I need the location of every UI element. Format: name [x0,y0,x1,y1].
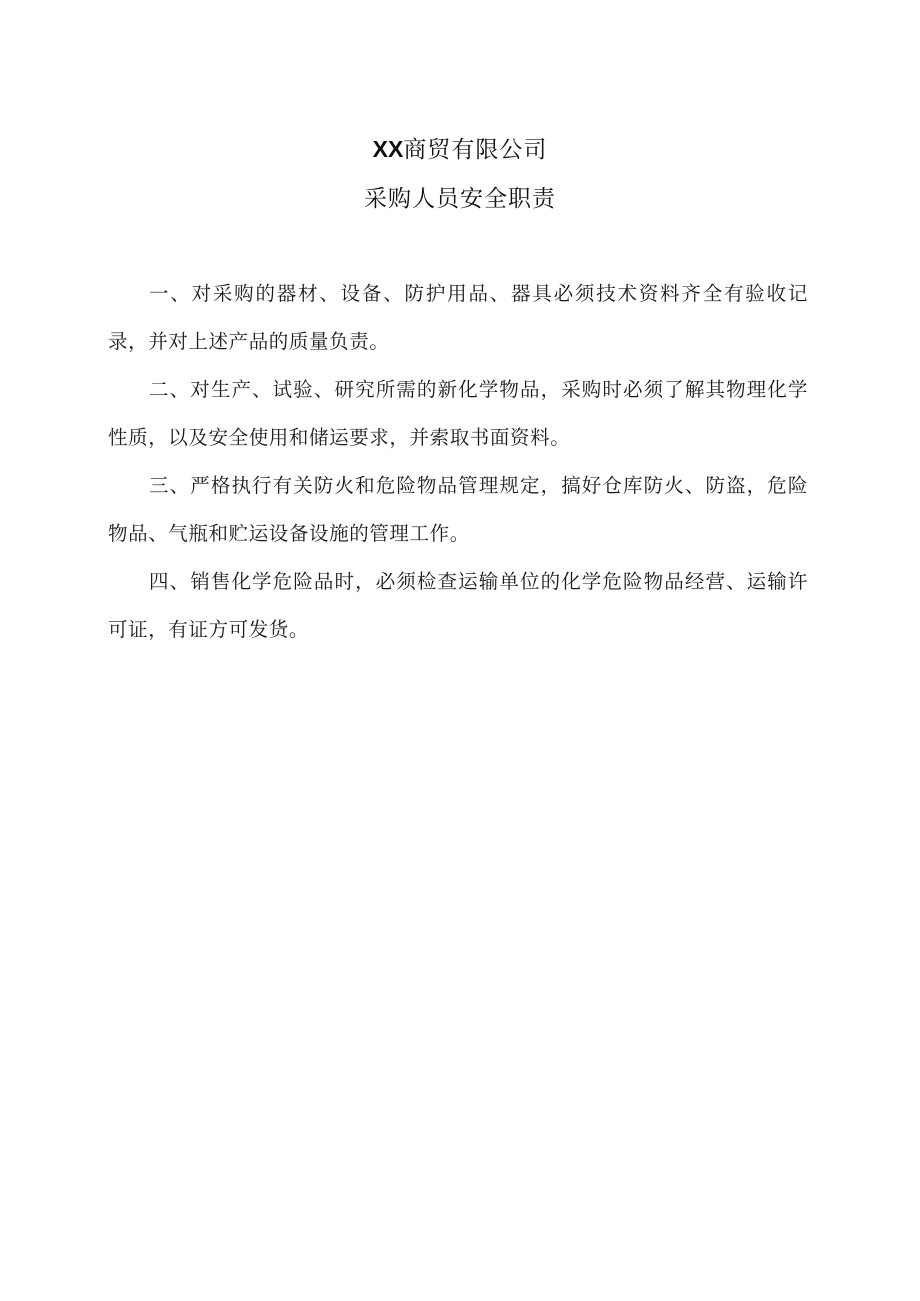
document-body [108,270,808,654]
paragraph-4: 四、销售化学危险品时，必须检查运输单位的化学危险物品经营、运输许可证，有证方可发货。 [108,570,808,641]
company-name-prefix: XX [372,136,404,162]
paragraph-2: 二、对生产、试验、研究所需的新化学物品，采购时必须了解其物理化学性质，以及安全使用和储运要求，并索取书面资料。 [108,378,808,449]
company-name [0,131,920,168]
company-name-rest: 商贸有限公司 [403,137,548,163]
paragraph-1: 一、对采购的器材、设备、防护用品、器具必须技术资料齐全有验收记录，并对上述产品的质量负责。 [108,282,808,353]
document-title: 采购人员安全职责 [364,186,556,212]
paragraph-3: 三、严格执行有关防火和危险物品管理规定，搞好仓库防火、防盗，危险物品、气瓶和贮运设备设施的管理工作。 [108,474,808,545]
